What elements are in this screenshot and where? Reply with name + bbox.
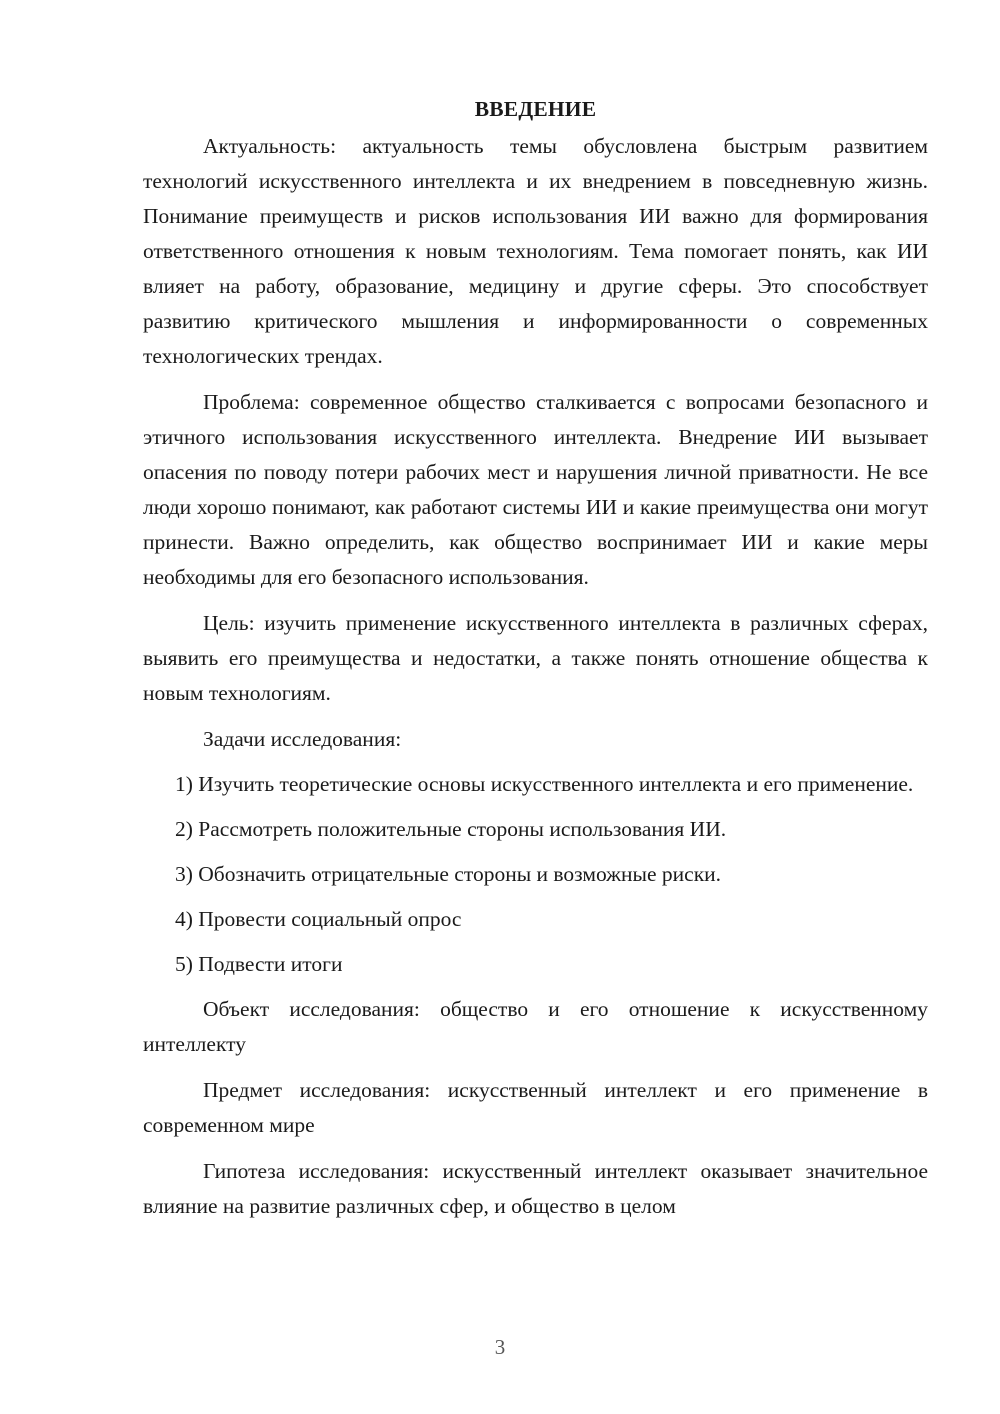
list-item: 5) Подвести итоги <box>175 952 343 976</box>
paragraph-hypothesis: Гипотеза исследования: искусственный интеллект оказывает значительное влияние на развитие различных сфер, и общество в целом <box>143 1159 928 1218</box>
page-title: ВВЕДЕНИЕ <box>474 97 597 121</box>
paragraph-tasks-heading: Задачи исследования: <box>203 727 402 751</box>
paragraph-object: Объект исследования: общество и его отношение к искусственному интеллекту <box>143 997 928 1056</box>
paragraph-subject: Предмет исследования: искусственный интеллект и его применение в современном мире <box>143 1078 928 1137</box>
list-item: 1) Изучить теоретические основы искусственного интеллекта и его применение. <box>175 772 914 796</box>
paragraph-problem: Проблема: современное общество сталкивается с вопросами безопасного и этичного использования искусственного интеллекта. Внедрение ИИ вызывает опасения по поводу потери рабочих мест и нарушения личной приватности. Не все люди хорошо понимают, как работают системы ИИ и какие преимущества они могут принести. Важно определить, как общество воспринимает ИИ и какие меры необходимы для его безопасного использования. <box>143 390 928 589</box>
paragraph-goal: Цель: изучить применение искусственного интеллекта в различных сферах, выявить его преимущества и недостатки, а также понять отношение общества к новым технологиям. <box>143 611 928 705</box>
list-item: 2) Рассмотреть положительные стороны использования ИИ. <box>175 817 727 841</box>
page-number: 3 <box>494 1335 506 1359</box>
list-item: 3) Обозначить отрицательные стороны и возможные риски. <box>175 862 722 886</box>
paragraph-relevance: Актуальность: актуальность темы обусловлена быстрым развитием технологий искусственного интеллекта и их внедрением в повседневную жизнь. Понимание преимуществ и рисков использования ИИ важно для формирования ответственного отношения к новым технологиям. Тема помогает понять, как ИИ влияет на работу, образование, медицину и другие сферы. Это способствует развитию критического мышления и информированности о современных технологических трендах. <box>143 134 928 368</box>
list-item: 4) Провести социальный опрос <box>175 907 462 931</box>
document-page <box>143 92 928 1235</box>
